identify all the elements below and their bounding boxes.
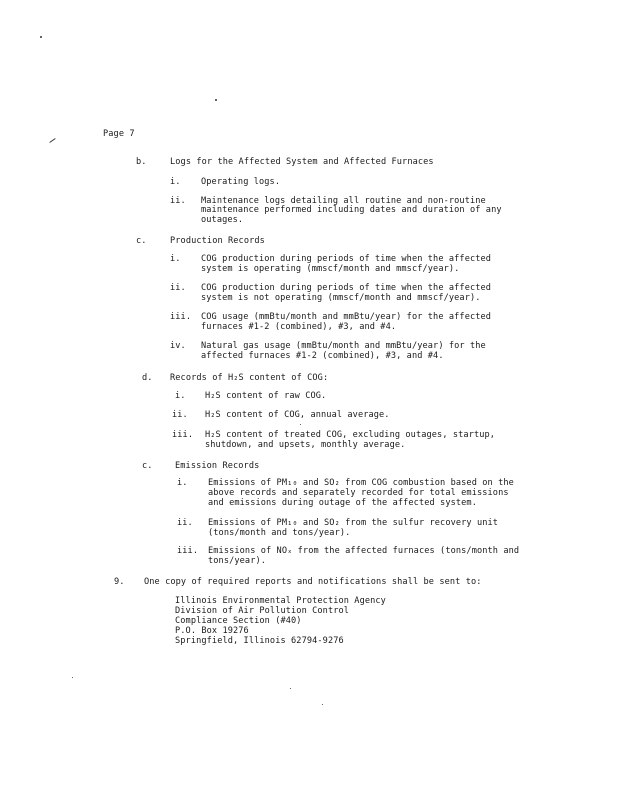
item-number: i. [175,391,186,401]
item-text: COG usage (mmBtu/month and mmBtu/year) for the affected [201,312,492,322]
item-text: COG production during periods of time when the affected [201,283,492,293]
section-c1-heading: Production Records [170,236,265,246]
item-number: iii. [170,312,192,322]
item-text: outages. [201,215,244,225]
item-text: and emissions during outage of the affected system. [208,498,477,508]
item-text: Emissions of NOₓ from the affected furnaces (tons/month and [208,546,520,556]
item-text: system is not operating (mmscf/month and mmscf/year). [201,293,481,303]
scan-speck [300,424,301,425]
item-number: iii. [172,430,194,440]
item-number: i. [170,254,181,264]
address-line: Illinois Environmental Protection Agency [175,596,386,606]
item-text: Emissions of PM₁₀ and SO₂ from the sulfur recovery unit [208,518,499,528]
item-number: iii. [177,546,199,556]
item-text: Maintenance logs detailing all routine and non-routine [201,196,486,206]
item-number: i. [170,177,181,187]
scan-speck [72,677,73,678]
section-c1-marker: c. [136,236,147,246]
item-text: Natural gas usage (mmBtu/month and mmBtu/year) for the [201,341,486,351]
item-text: shutdown, and upsets, monthly average. [205,440,406,450]
section-c2-heading: Emission Records [175,461,260,471]
item-text: maintenance performed including dates and duration of any [201,205,502,215]
scan-mark [49,138,55,143]
section-d-heading: Records of H₂S content of COG: [170,373,329,383]
item-number: ii. [170,196,186,206]
section-b-heading: Logs for the Affected System and Affected Furnaces [170,157,434,167]
section-d-marker: d. [142,373,153,383]
item-text: H₂S content of COG, annual average. [205,410,390,420]
address-line: P.O. Box 19276 [175,626,249,636]
item-number: i. [177,478,188,488]
item-text: system is operating (mmscf/month and mmscf/year). [201,264,460,274]
scan-speck [40,36,42,38]
item-text: furnaces #1-2 (combined), #3, and #4. [201,322,397,332]
address-line: Springfield, Illinois 62794-9276 [175,636,344,646]
item-number: ii. [177,518,193,528]
item-text: above records and separately recorded for total emissions [208,488,509,498]
item-text: H₂S content of raw COG. [205,391,327,401]
section-9-text: One copy of required reports and notifications shall be sent to: [144,577,482,587]
scan-speck [322,704,323,705]
item-number: ii. [172,410,188,420]
section-c2-marker: c. [142,461,153,471]
section-9-number: 9. [114,577,125,587]
item-number: iv. [170,341,186,351]
page-label: Page 7 [103,129,135,139]
scan-speck [290,688,291,689]
item-text: COG production during periods of time when the affected [201,254,492,264]
item-text: Emissions of PM₁₀ and SO₂ from COG combustion based on the [208,478,514,488]
address-line: Compliance Section (#40) [175,616,302,626]
item-text: Operating logs. [201,177,281,187]
item-text: H₂S content of treated COG, excluding outages, startup, [205,430,496,440]
item-text: (tons/month and tons/year). [208,528,351,538]
item-text: tons/year). [208,556,267,566]
section-b-marker: b. [136,157,147,167]
scan-speck [215,99,217,101]
address-line: Division of Air Pollution Control [175,606,350,616]
item-number: ii. [170,283,186,293]
item-text: affected furnaces #1-2 (combined), #3, and #4. [201,351,444,361]
